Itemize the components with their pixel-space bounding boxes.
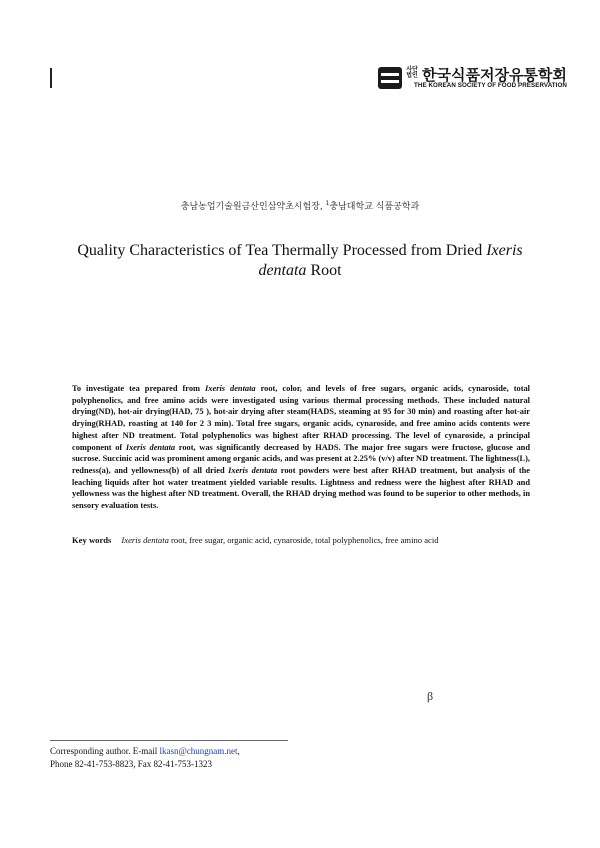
page-margin-mark [50,68,52,88]
affiliation-first: 충남농업기술원금산인삼약초시험장, [180,202,323,212]
footnote-line-1 [50,745,240,758]
abstract-text-2: root, color, and levels of free sugars, organic acids, cynaroside, total polyphenolics, and free amino acids were investigated using various thermal processing methods. These included natural drying(ND), hot-air drying(HAD, 75 ), hot-air drying after steam(HADS, steaming at 95 for 30 min) and roasting after hot-air drying(RHAD, roasting at 140 for 2 3 min). Total free sugars, organic acids, cynaroside, and free amino acids contents were highest after ND treatment. Total polyphenolics was highest after RHAD processing. The level of cynaroside, a principal component of [72,384,530,452]
title-species-genus: Ixeris [486,242,523,259]
title-part-2: Root [306,262,342,279]
abstract-text-3: root, was significantly decreased by HADS. The major free sugars were fructose, glucose and sucrose. Succinic acid was prominent among organic acids, and was present at 2.25% (v/v) after ND treatment. The lightness(L), redness(a), and yellowness(b) of all dried [72,442,530,475]
keywords-line [72,535,542,545]
affiliation-marker: 1 [325,200,330,207]
author-affiliation [0,199,600,212]
footnote-email-suffix: , [237,746,240,756]
society-emblem-icon [378,67,402,89]
abstract-species-1: Ixeris dentata [205,384,256,393]
logo-english-name: THE KOREAN SOCIETY OF FOOD PRESERVATION [414,82,567,89]
keywords-label: Key words [72,535,112,545]
logo-badge-text: 사단 법인 [406,66,418,79]
affiliation-second: 충남대학교 식품공학과 [329,202,420,212]
abstract-paragraph [72,383,530,512]
paper-title [40,241,560,281]
footnote-divider [50,740,288,741]
title-species-epithet: dentata [258,262,307,279]
title-part-1: Quality Characteristics of Tea Thermally Processed from Dried [77,242,487,259]
stray-symbol: β [427,689,434,703]
abstract-text-1: To investigate tea prepared from [72,384,206,393]
keywords-list: root, free sugar, organic acid, cynaroside, total polyphenolics, free amino acid [168,535,439,545]
logo-korean-name: 한국식품저장유통학회 [422,66,567,84]
correspondence-footnote [50,745,240,771]
society-logo [378,64,567,94]
abstract-text-4: root powders were best after RHAD treatment, but analysis of the leaching liquids after hot water treatment yielded variable results. Lightness and redness were the highest after RHAD and yellowness was the highest after ND treatment. Overall, the RHAD drying method was found to be superior to other methods, in sensory evaluation tests. [72,465,531,511]
keywords-species: Ixeris dentata [121,535,169,545]
abstract-species-2: Ixeris dentata [125,442,176,452]
footnote-email-prefix: Corresponding author. E-mail [50,746,160,756]
corresponding-email-link[interactable]: lkasn@chungnam.net [159,746,238,756]
abstract-species-3: Ixeris dentata [228,465,278,475]
footnote-line-2: Phone 82-41-753-8823, Fax 82-41-753-1323 [50,759,212,769]
